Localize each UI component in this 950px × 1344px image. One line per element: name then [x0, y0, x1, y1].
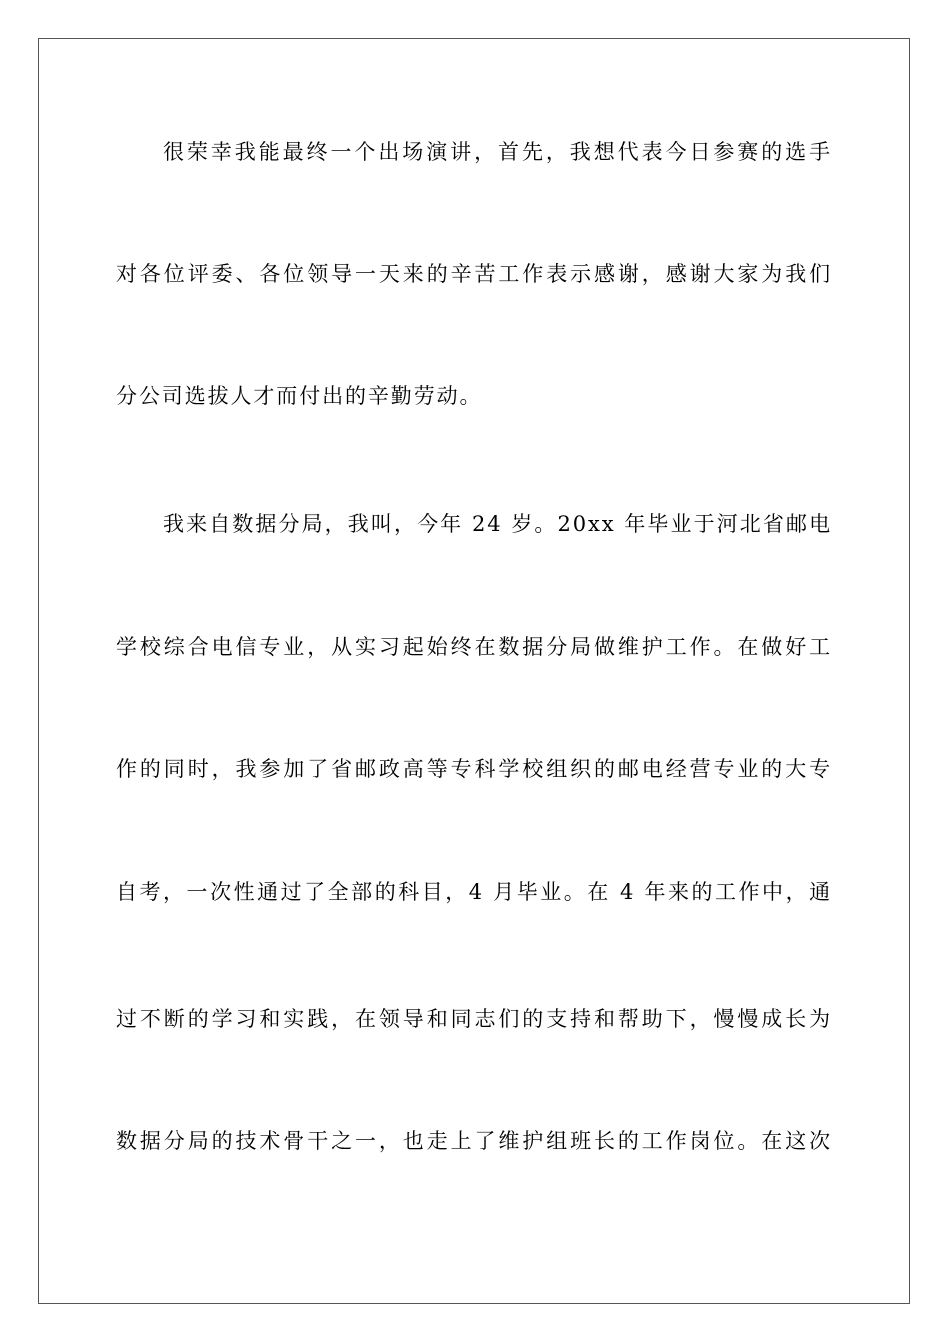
paragraph-1-line-2: 对各位评委、各位领导一天来的辛苦工作表示感谢，感谢大家为我们 — [116, 262, 832, 286]
paragraph-1-line-1: 很荣幸我能最终一个出场演讲，首先，我想代表今日参赛的选手 — [163, 140, 832, 164]
paragraph-2-line-1: 我来自数据分局，我叫，今年 24 岁。20xx 年毕业于河北省邮电 — [163, 512, 832, 536]
paragraph-2-line-2: 学校综合电信专业，从实习起始终在数据分局做维护工作。在做好工 — [116, 635, 832, 659]
paragraph-2-line-4: 自考，一次性通过了全部的科目，4 月毕业。在 4 年来的工作中，通 — [116, 880, 832, 904]
paragraph-2-line-6: 数据分局的技术骨干之一，也走上了维护组班长的工作岗位。在这次 — [116, 1129, 832, 1153]
page-border — [38, 38, 910, 1304]
paragraph-1-line-3: 分公司选拔人才而付出的辛勤劳动。 — [116, 384, 483, 408]
paragraph-2-line-5: 过不断的学习和实践，在领导和同志们的支持和帮助下，慢慢成长为 — [116, 1007, 832, 1031]
paragraph-2-line-3: 作的同时，我参加了省邮政高等专科学校组织的邮电经营专业的大专 — [116, 757, 832, 781]
